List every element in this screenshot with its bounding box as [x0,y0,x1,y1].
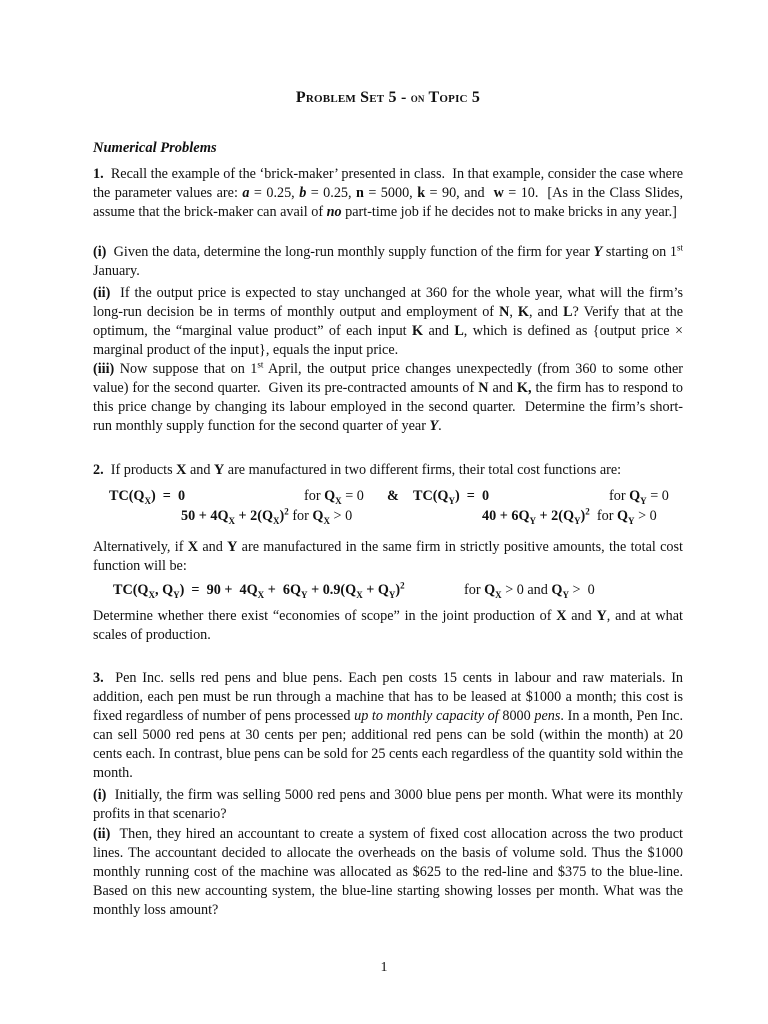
question-2-alt: Alternatively, if X and Y are manufactured in the same firm in strictly positive amounts, the total cost function will be: [93,539,683,574]
page-title: Problem Set 5 - on Topic 5 [295,89,481,106]
section-heading: Numerical Problems [93,140,217,156]
question-2-intro: 2. If products X and Y are manufactured in two different firms, their total cost functions are: [93,462,622,478]
ampersand: & [387,488,399,504]
question-3-part-i: (i) Initially, the firm was selling 5000 red pens and 3000 blue pens per month. What were its monthly profits in that scenario? [93,787,683,822]
page-number: 1 [380,960,388,975]
cond-x-zero: for $Q_X = 0$ [304,488,364,506]
question-1-part-iii: (iii) Now suppose that on 1st April, the output price changes unexpectedly (from 360 to some other value) for the second quarter. Given its pre-contracted amounts of N and K, the firm has to respond to this price change by changing its labour employed in the second quarter. Determine the firm’s short-run monthly supply function for the second quarter of year Y. [93,359,684,434]
question-1: 1. Recall the example of the ‘brick-maker’ presented in class. In that example, consider the case where the parameter values are: a = 0.25, b = 0.25, n = 5000, k = 90, and w = 10. [As in the Class Slides, assume that the brick-maker can avail of no part-time job if he decides not to make bricks in any year.] [93,166,683,220]
joint-cost-function: $TC(Q_X$, $Q_Y) = 90 + 4Q_X + 6Q_Y + 0.9(Q_X + Q_Y)^2$ [113,580,405,600]
cost-function-x-zero: $TC(Q_X) = 0$ [109,488,186,506]
cost-function-y-pos: $40 + 6Q_Y + 2(Q_Y)^2$ for $Q_Y > 0$ [482,506,657,526]
question-1-part-i: (i) Given the data, determine the long-run monthly supply function of the firm for year Y starting on 1st January. [93,242,683,279]
question-1-part-ii: (ii) If the output price is expected to stay unchanged at 360 for the whole year, what will the firm’s long-run decision be in terms of monthly output and employment of N, K, and L? Verify that at the optimum, the “marginal value product” of each input K and L, which is defined as {output price × marginal product of the input}, equals the input price. [93,285,684,358]
joint-cond: for $Q_X > 0$ and $Q_Y > 0$ [464,582,595,600]
question-3-part-ii: (ii) Then, they hired an accountant to create a system of fixed cost allocation across the two product lines. The accountant decided to allocate the overheads on the basis of volume sold. Thus the $1000 monthly running cost of the machine was allocated as $625 to the red-line and $375 to the blue-line. Based on this new accounting system, the blue-line starting showing losses per month. What was the monthly loss amount? [93,826,683,918]
cond-y-zero: for $Q_Y = 0$ [609,488,669,506]
question-2-question: Determine whether there exist “economies of scope” in the joint production of X and Y, and at what scales of production. [93,608,683,643]
question-3: 3. Pen Inc. sells red pens and blue pens. Each pen costs 15 cents in labour and raw materials. In addition, each pen must be run through a machine that has to be leased at $1000 a month; this cost is fixed regardless of number of pens processed up to monthly capacity of 8000 pens. In a month, Pen Inc. can sell 5000 red pens at 30 cents per pen; additional red pens can be sold (within the month) at 20 cents each. In contrast, blue pens can be sold for 25 cents each regardless of the quantity sold within the month. [93,670,684,781]
cost-function-y-zero: $TC(Q_Y) = 0$ [413,488,490,506]
cost-function-x-pos: $50 + 4Q_X + 2(Q_X)^2$ for $Q_X > 0$ [181,506,353,526]
